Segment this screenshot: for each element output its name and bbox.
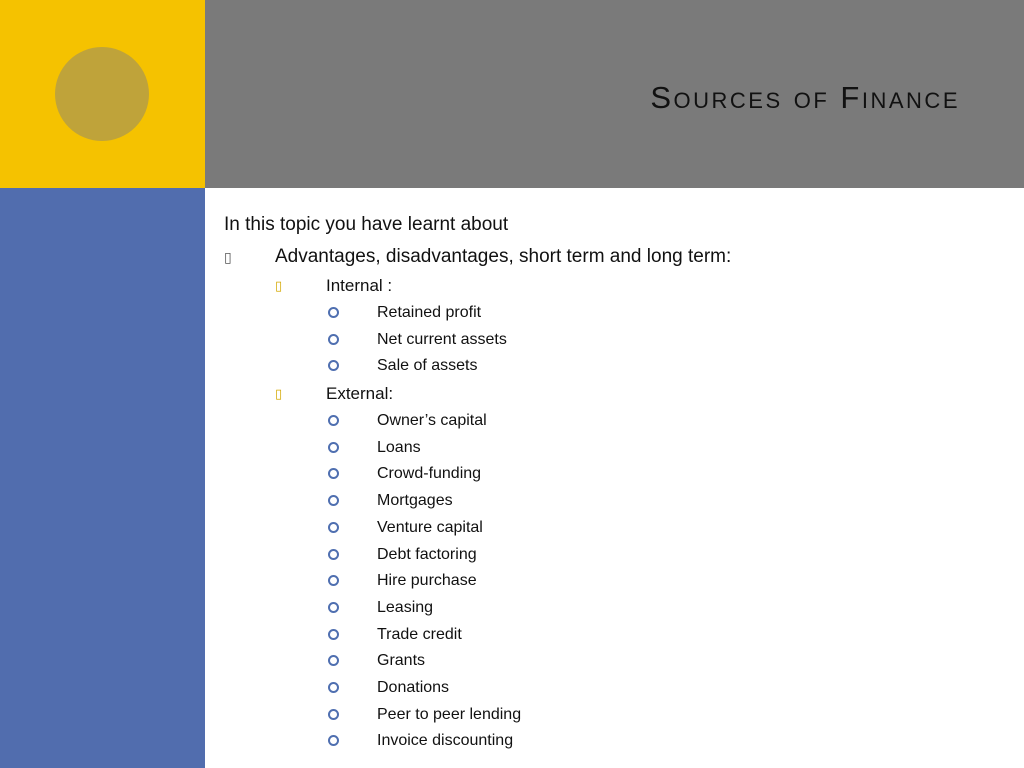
list-item-label: Loans xyxy=(377,438,421,456)
section-label-internal: Internal : xyxy=(326,276,393,295)
corner-block xyxy=(0,0,205,188)
list-item xyxy=(224,461,1004,488)
list-item-label: Grants xyxy=(377,652,426,670)
list-item-label: Venture capital xyxy=(377,518,483,536)
circle-bullet-icon xyxy=(328,682,339,693)
list-item xyxy=(224,595,1004,622)
slide-title: Sources of Finance xyxy=(650,80,960,115)
circle-bullet-icon xyxy=(328,709,339,720)
list-item xyxy=(224,648,1004,675)
circle-bullet-icon xyxy=(328,415,339,426)
circle-bullet-icon xyxy=(328,549,339,560)
list-item xyxy=(224,408,1004,435)
list-item xyxy=(224,515,1004,542)
list-item xyxy=(224,300,1004,327)
circle-bullet-icon xyxy=(328,655,339,666)
circle-bullet-icon xyxy=(328,495,339,506)
list-item-label: Retained profit xyxy=(377,304,482,321)
circle-bullet-icon xyxy=(328,334,339,345)
square-bullet-icon: ▯ xyxy=(224,249,232,265)
circle-bullet-icon xyxy=(328,522,339,533)
circle-bullet-icon xyxy=(328,629,339,640)
list-item-label: Leasing xyxy=(377,598,434,616)
circle-bullet-icon xyxy=(328,442,339,453)
topic-label: Advantages, disadvantages, short term and long term: xyxy=(275,246,732,267)
left-sidebar xyxy=(0,188,205,768)
list-item xyxy=(224,568,1004,595)
list-item xyxy=(224,728,1004,755)
circle-bullet-icon xyxy=(328,307,339,318)
list-item xyxy=(224,675,1004,702)
list-item-label: Crowd-funding xyxy=(377,465,482,483)
circle-bullet-icon xyxy=(328,575,339,586)
circle-bullet-icon xyxy=(328,468,339,479)
list-item-label: Peer to peer lending xyxy=(377,705,522,723)
list-item xyxy=(224,435,1004,462)
list-item xyxy=(224,702,1004,729)
list-item-label: Hire purchase xyxy=(377,572,477,590)
section-item xyxy=(224,380,1004,408)
list-item-label: Donations xyxy=(377,678,450,696)
list-item xyxy=(224,353,1004,380)
section-item xyxy=(224,272,1004,300)
square-bullet-icon: ▯ xyxy=(275,278,283,293)
topic-item xyxy=(224,242,1004,272)
slide-content xyxy=(224,212,1004,755)
section-label-external: External: xyxy=(326,384,394,404)
list-item-label: Invoice discounting xyxy=(377,732,514,750)
list-item-label: Mortgages xyxy=(377,492,453,510)
list-item-label: Net current assets xyxy=(377,330,507,348)
list-item xyxy=(224,542,1004,569)
list-item-label: Sale of assets xyxy=(377,357,478,375)
square-bullet-icon: ▯ xyxy=(275,386,283,402)
list-item xyxy=(224,488,1004,515)
list-item-label: Owner’s capital xyxy=(377,412,487,430)
list-item-label: Debt factoring xyxy=(377,545,477,563)
circle-bullet-icon xyxy=(328,602,339,613)
circle-bullet-icon xyxy=(328,735,339,746)
circle-bullet-icon xyxy=(328,360,339,371)
list-item xyxy=(224,327,1004,354)
decorative-circle xyxy=(55,47,149,141)
list-item-label: Trade credit xyxy=(377,625,462,643)
list-item xyxy=(224,622,1004,649)
intro-text: In this topic you have learnt about xyxy=(224,214,509,235)
title-bar xyxy=(205,0,1024,188)
